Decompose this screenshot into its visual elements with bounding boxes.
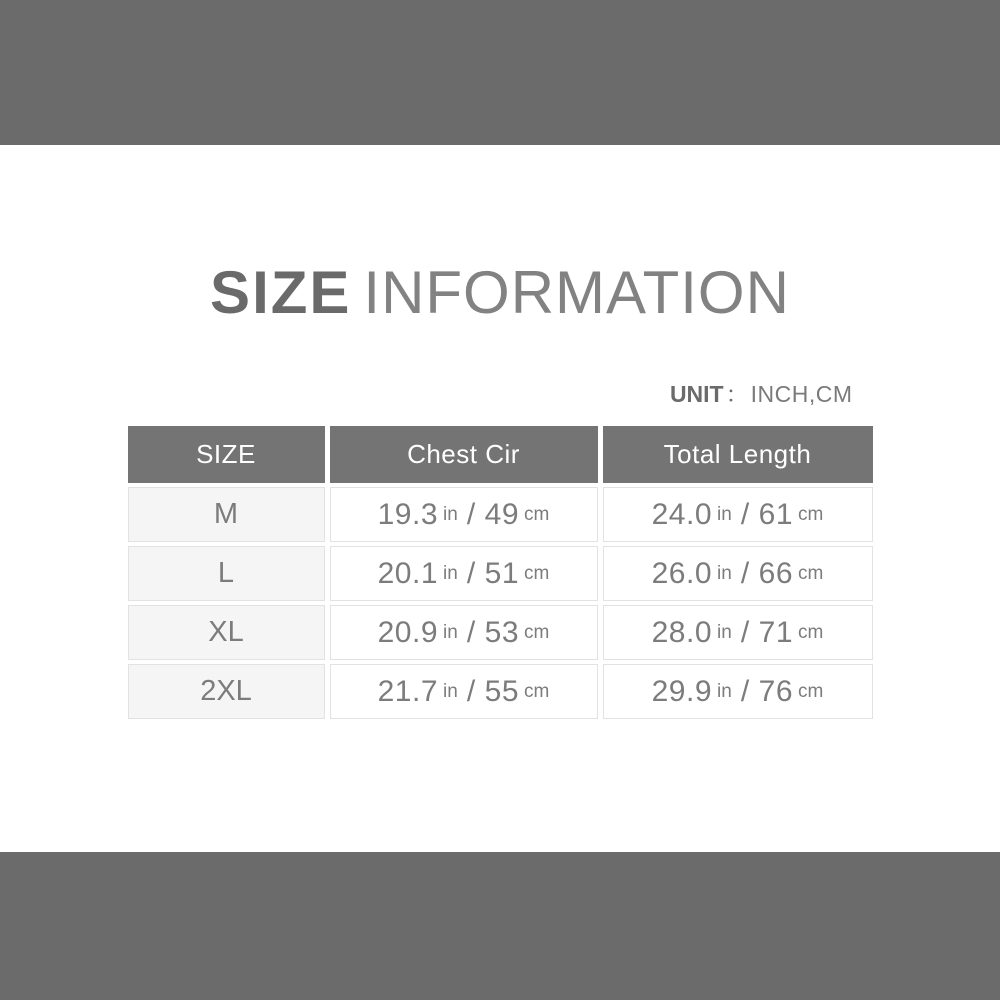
table-header-length: Total Length: [603, 426, 873, 483]
table-row: [128, 487, 873, 542]
table-row: [128, 605, 873, 660]
slash-separator: /: [466, 615, 476, 649]
length-inches-value: 24.0: [651, 497, 713, 531]
slash-separator: /: [740, 497, 750, 531]
inch-unit-label: in: [717, 680, 732, 702]
size-table-body: [128, 487, 873, 719]
top-banner-bar: [0, 0, 1000, 145]
size-table-header: [128, 426, 873, 483]
chest-cm-value: 51: [484, 556, 520, 590]
length-cm-value: 71: [758, 615, 794, 649]
length-cell: [603, 546, 873, 601]
chest-inches-value: 19.3: [377, 497, 439, 531]
page-title-bold: SIZE: [210, 259, 352, 326]
unit-note-label: UNIT: [669, 381, 724, 407]
unit-note-separator: ：: [725, 381, 749, 407]
table-row: [128, 546, 873, 601]
size-cell: 2XL: [128, 664, 325, 719]
content-area: [0, 145, 1000, 719]
inch-unit-label: in: [443, 621, 458, 643]
size-table: [128, 426, 873, 719]
length-inches-value: 29.9: [651, 674, 713, 708]
size-cell: L: [128, 546, 325, 601]
slash-separator: /: [740, 556, 750, 590]
page-title-light: INFORMATION: [363, 259, 790, 326]
table-header-size: SIZE: [128, 426, 325, 483]
bottom-banner-bar: [0, 852, 1000, 1000]
cm-unit-label: cm: [524, 562, 550, 584]
unit-note: [128, 376, 873, 409]
page-title: [0, 261, 1000, 324]
cm-unit-label: cm: [798, 621, 824, 643]
chest-cell: [330, 664, 598, 719]
cm-unit-label: cm: [524, 621, 550, 643]
cm-unit-label: cm: [524, 503, 550, 525]
inch-unit-label: in: [443, 680, 458, 702]
length-inches-value: 28.0: [651, 615, 713, 649]
chest-cm-value: 55: [484, 674, 520, 708]
chest-cell: [330, 487, 598, 542]
slash-separator: /: [466, 674, 476, 708]
chest-cell: [330, 605, 598, 660]
cm-unit-label: cm: [798, 680, 824, 702]
length-cell: [603, 605, 873, 660]
inch-unit-label: in: [443, 503, 458, 525]
inch-unit-label: in: [717, 503, 732, 525]
length-cm-value: 66: [758, 556, 794, 590]
chest-inches-value: 21.7: [377, 674, 439, 708]
slash-separator: /: [740, 674, 750, 708]
cm-unit-label: cm: [798, 503, 824, 525]
chest-inches-value: 20.9: [377, 615, 439, 649]
cm-unit-label: cm: [798, 562, 824, 584]
inch-unit-label: in: [443, 562, 458, 584]
chest-cell: [330, 546, 598, 601]
chest-cm-value: 53: [484, 615, 520, 649]
chest-cm-value: 49: [484, 497, 520, 531]
length-cm-value: 61: [758, 497, 794, 531]
length-cell: [603, 487, 873, 542]
length-inches-value: 26.0: [651, 556, 713, 590]
length-cm-value: 76: [758, 674, 794, 708]
inch-unit-label: in: [717, 621, 732, 643]
size-cell: M: [128, 487, 325, 542]
slash-separator: /: [740, 615, 750, 649]
unit-note-value: INCH,CM: [750, 381, 853, 407]
chest-inches-value: 20.1: [377, 556, 439, 590]
size-cell: XL: [128, 605, 325, 660]
slash-separator: /: [466, 556, 476, 590]
table-header-chest: Chest Cir: [330, 426, 598, 483]
cm-unit-label: cm: [524, 680, 550, 702]
table-row: [128, 664, 873, 719]
table-header-row: [128, 426, 873, 483]
inch-unit-label: in: [717, 562, 732, 584]
length-cell: [603, 664, 873, 719]
slash-separator: /: [466, 497, 476, 531]
